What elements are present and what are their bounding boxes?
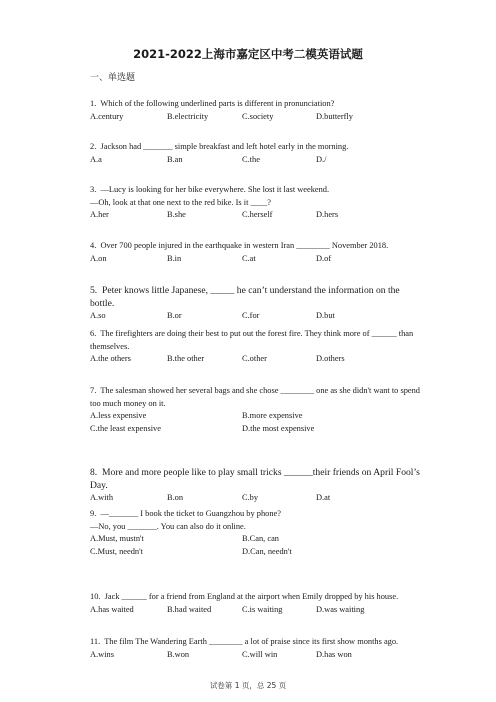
options-row [90,533,420,546]
question-stem: 1. Which of the following underlined parts is different in pronunciation? [90,99,335,108]
option-c: C.herself [242,210,273,219]
question-stem: 7. The salesman showed her several bags and she chose ________ one as she didn't want to spend too much money on it. [90,386,423,408]
option-d: D.of [316,253,332,263]
options-row [90,209,420,222]
option-b: B.Can, can [242,534,279,543]
option-a: A.her [90,210,109,219]
options-row [90,310,420,323]
question-10 [90,591,420,616]
question-stem: 5. Peter knows little Japanese, _____ he can’t understand the information on the bottle. [90,285,403,309]
option-a: A.has waited [90,604,134,614]
options-row [90,410,420,423]
question-1 [90,98,420,123]
option-a: A.wins [90,649,114,659]
options-row [90,154,420,167]
option-a: A.on [90,253,107,263]
page-title: 2021-2022上海市嘉定区中考二模英语试题 [133,47,363,61]
option-d: D.hers [316,210,339,219]
question-5 [90,285,420,323]
question-4 [90,240,420,265]
options-row [90,546,420,559]
page-footer: 试卷第 1 页，总 25 页 [209,681,287,690]
option-a: A.a [90,154,102,164]
option-d: D.was waiting [316,604,365,614]
options-row [90,423,420,436]
option-b: B.the other [167,354,205,363]
option-a: A.the others [90,354,131,363]
option-d: D.but [316,311,335,320]
question-9 [90,508,420,558]
option-c: C.will win [242,649,278,659]
question-8 [90,467,423,505]
option-a: A.century [90,111,124,121]
option-b: B.more expensive [242,411,303,420]
question-stem: 10. Jack ______ for a friend from England at the airport when Emily dropped by his house. [90,592,399,601]
option-d: D.at [316,493,331,502]
option-a: A.so [90,311,106,320]
option-c: C.is waiting [242,604,283,614]
option-b: B.an [167,154,183,164]
question-stem: 11. The film The Wandering Earth ________ a lot of praise since its first show months ago. [90,637,399,646]
section-heading: 一、单选题 [90,73,136,83]
options-row [90,604,420,617]
options-row [90,253,420,266]
question-stem: 4. Over 700 people injured in the earthquake in western Iran ________ November 2018. [90,241,389,250]
option-d: D.has won [316,649,352,659]
option-c: C.society [242,111,274,121]
option-b: B.or [167,311,182,320]
option-c: C.the [242,154,260,164]
options-row [90,111,420,124]
question-stem: 9. —_______ I book the ticket to Guangzhou by phone? —No, you _______. You can also do it online. [90,509,281,531]
question-2 [90,141,420,166]
question-stem: 3. —Lucy is looking for her bike everywhere. She lost it last weekend. —Oh, look at that one next to the red bike. Is it ____? [90,185,330,207]
option-c: C.by [242,493,259,502]
option-b: B.on [167,493,184,502]
option-a: A.with [90,493,114,502]
question-6 [90,328,420,366]
options-row [90,353,420,366]
question-11 [90,636,420,661]
options-row [90,649,420,662]
option-b: B.she [167,210,186,219]
option-d: D.the most expensive [242,423,315,433]
option-b: B.had waited [167,604,212,614]
option-d: D./ [316,154,327,164]
option-d: D.others [316,354,345,363]
option-a: A.Must, mustn't [90,534,144,543]
option-c: C.at [242,253,256,263]
option-d: D.Can, needn't [242,546,292,556]
option-b: B.electricity [167,111,209,121]
option-c: C.Must, needn't [90,546,143,556]
option-c: C.other [242,354,267,363]
question-stem: 6. The firefighters are doing their best to put out the forest fire. They think more of ______ than themselves. [90,329,416,351]
option-c: C.the least expensive [90,423,161,433]
question-3 [90,184,420,222]
option-b: B.won [167,649,190,659]
question-stem: 2. Jackson had _______ simple breakfast and left hotel early in the morning. [90,142,349,151]
question-stem: 8. More and more people like to play small tricks ______their friends on April Fool’s Day. [90,467,423,491]
option-d: D.butterfly [316,111,353,121]
option-a: A.less expensive [90,411,147,420]
question-7 [90,385,423,435]
options-row [90,492,420,505]
option-c: C.for [242,311,260,320]
option-b: B.in [167,253,182,263]
